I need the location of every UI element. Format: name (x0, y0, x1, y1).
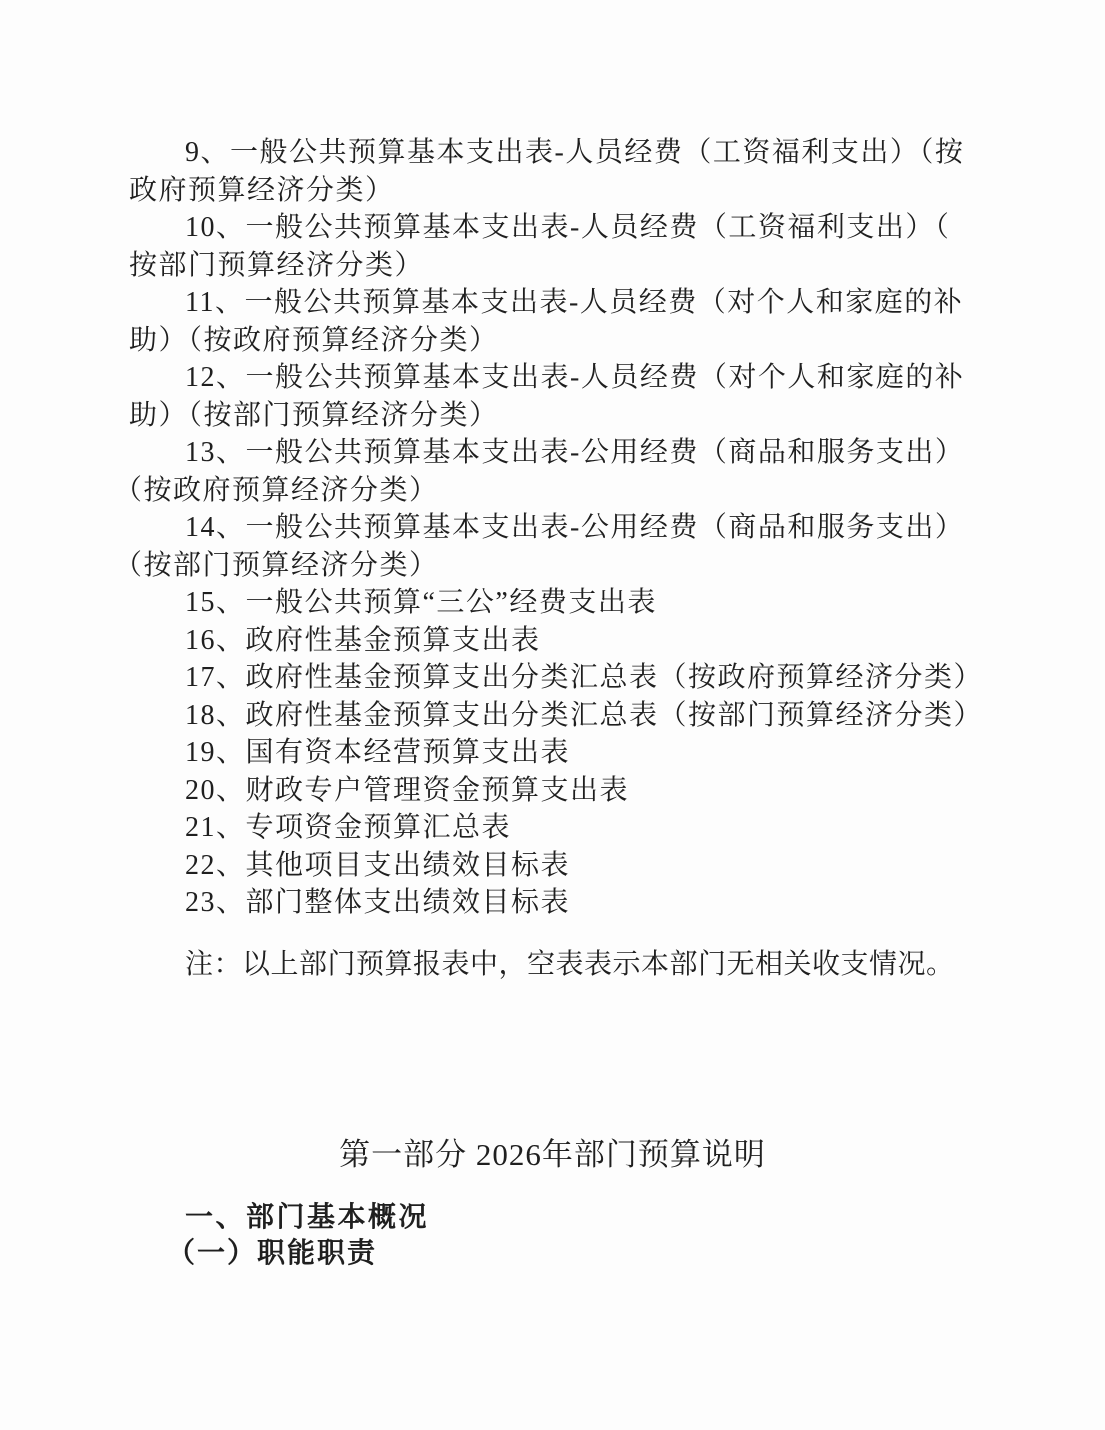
list-line: （按部门预算经济分类） (114, 549, 439, 581)
list-line: 助）（按政府预算经济分类） (129, 324, 499, 356)
section-title: 第一部分 2026年部门预算说明 (339, 1137, 766, 1172)
list-line: 15、一般公共预算“三公”经费支出表 (185, 587, 657, 618)
list-line: 21、专项资金预算汇总表 (185, 812, 512, 843)
list-line: 19、国有资本经营预算支出表 (185, 737, 571, 768)
list-line: 10、一般公共预算基本支出表-人员经费（工资福利支出）（ (185, 212, 951, 243)
heading-department-overview: 一、部门基本概况 (185, 1202, 430, 1233)
list-line: 11、一般公共预算基本支出表-人员经费（对个人和家庭的补 (185, 287, 964, 318)
list-line: 23、部门整体支出绩效目标表 (185, 887, 571, 918)
list-line: 18、政府性基金预算支出分类汇总表（按部门预算经济分类） (185, 699, 984, 731)
list-line: 9、一般公共预算基本支出表-人员经费（工资福利支出）（按 (185, 137, 965, 168)
budget-report-list (114, 134, 999, 922)
list-line: 22、其他项目支出绩效目标表 (185, 849, 571, 881)
list-line: （按政府预算经济分类） (114, 474, 439, 506)
list-line: 16、政府性基金预算支出表 (185, 624, 541, 656)
list-line: 13、一般公共预算基本支出表-公用经费（商品和服务支出） (185, 437, 965, 468)
list-line: 17、政府性基金预算支出分类汇总表（按政府预算经济分类） (185, 662, 984, 693)
list-line: 20、财政专户管理资金预算支出表 (185, 774, 630, 806)
list-line: 助）（按部门预算经济分类） (129, 399, 499, 431)
list-line: 政府预算经济分类） (129, 174, 395, 206)
heading-functions-duties: （一）职能职责 (167, 1238, 378, 1269)
list-line: 12、一般公共预算基本支出表-人员经费（对个人和家庭的补 (185, 362, 965, 393)
note-paragraph: 注：以上部门预算报表中，空表表示本部门无相关收支情况。 (185, 949, 955, 980)
list-line: 14、一般公共预算基本支出表-公用经费（商品和服务支出） (185, 512, 965, 543)
list-line: 按部门预算经济分类） (129, 249, 425, 281)
